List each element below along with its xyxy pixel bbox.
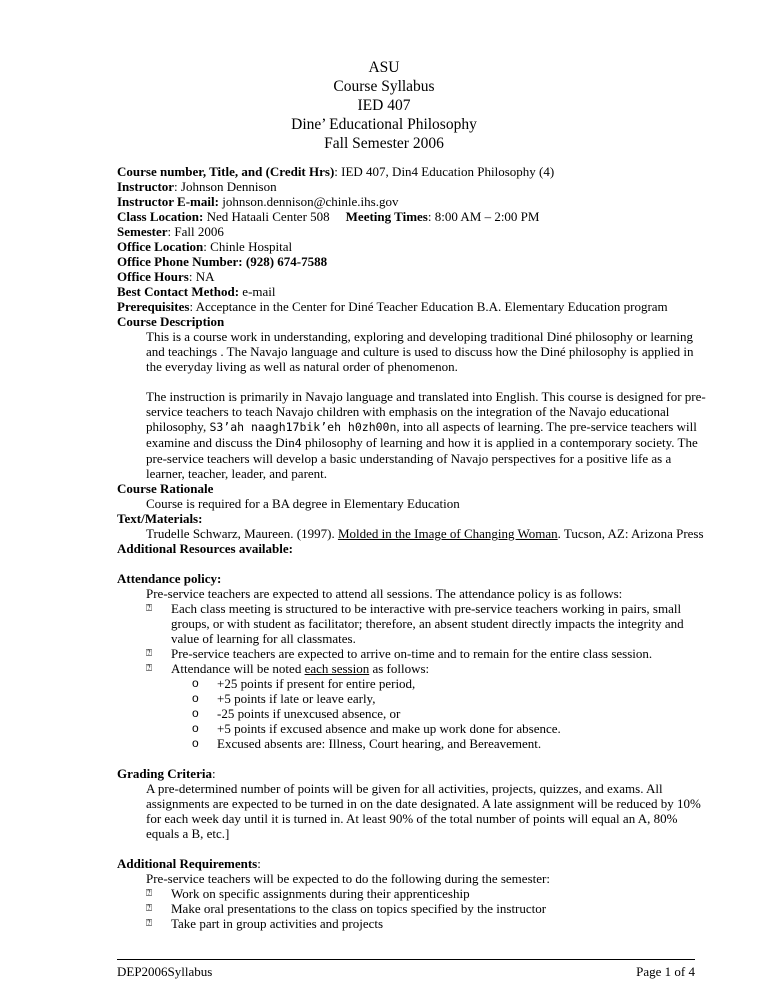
text-run: , into all aspects of learning. The pre-service teachers will [396,419,697,434]
requirements-intro: Pre-service teachers will be expected to do the following during the semester: [146,871,550,886]
heading-colon: : [257,856,261,871]
circle-bullet-icon: o [192,676,199,690]
dine-char: 4 [294,436,302,450]
contact-method-line [117,284,695,299]
description-p2-line: learner, teacher, leader, and parent. [146,466,328,481]
grading-criteria-text [117,781,701,841]
sub-list-item [117,676,695,691]
paragraph-line: A pre-determined number of points will be given for all activities, projects, quizzes, and exams. All [146,781,663,796]
page-number: Page 1 of 4 [636,964,695,979]
instructor-label: Instructor [117,179,175,194]
office-location-label: Office Location [117,239,204,254]
text-run: . Tucson, AZ: Arizona Press [557,526,704,541]
circle-bullet-icon: o [192,721,199,735]
sub-list-item-text: +5 points if late or leave early, [217,691,376,706]
attendance-policy-heading: Attendance policy: [117,571,222,586]
meeting-times-value: : 8:00 AM – 2:00 PM [427,209,540,224]
semester-line [117,224,695,239]
semester-label: Semester [117,224,168,239]
text-run: examine and discuss the Din [146,435,295,450]
office-hours-value: : NA [188,269,215,284]
meeting-times-label: Meeting Times [345,209,428,224]
sub-list-item-text: +25 points if present for entire period, [217,676,416,691]
semester-value: : Fall 2006 [167,224,224,239]
heading-text: Grading Criteria [117,766,212,781]
text-run: Trudelle Schwarz, Maureen. (1997). [146,526,338,541]
paragraph-line: equals a B, etc.] [146,826,230,841]
office-hours-label: Office Hours [117,269,189,284]
office-hours-line [117,269,695,284]
sub-list-item-text: +5 points if excused absence and make up work done for absence. [217,721,561,736]
location-value: Ned Hataali Center 508 [203,209,330,224]
list-item-text: value of learning for all classmates. [171,631,356,646]
description-p1-line: This is a course work in understanding, exploring and developing traditional Diné philosophy or learning [146,329,693,344]
sub-list-item-text: -25 points if unexcused absence, or [217,706,401,721]
heading-text: Additional Requirements [117,856,258,871]
course-info-value: : IED 407, Din4 Education Philosophy (4) [334,164,555,179]
heading-colon: : [211,766,216,781]
description-p2-line: service teachers to teach Navajo children with emphasis on the integration of the Navajo educational [146,404,670,419]
sub-list-item [117,691,695,706]
list-item [117,886,695,901]
course-description-text [117,329,706,481]
circle-bullet-icon: o [192,736,199,750]
list-item-text: Make oral presentations to the class on topics specified by the instructor [171,901,547,916]
prerequisites-value: : Acceptance in the Center for Diné Teacher Education B.A. Elementary Education program [189,299,668,314]
sub-list-item [117,721,695,736]
text-run: philosophy of learning and how it is applied in a contemporary society. The [301,435,698,450]
header-line-institution: ASU [368,59,400,76]
office-location-line [117,239,695,254]
list-item-text: Pre-service teachers are expected to arrive on-time and to remain for the entire class session. [171,646,653,661]
course-rationale-heading: Course Rationale [117,481,214,496]
instructor-line [117,179,695,194]
header-line-course-title: Dine’ Educational Philosophy [291,116,477,133]
checkbox-bullet-icon: ⍰ [146,603,152,614]
description-p2-line: The instruction is primarily in Navajo language and translated into English. This course is designed for pre- [146,389,706,404]
paragraph-line: assignments are expected to be turned in on the date designated. A late assignment will be reduced by 10% [146,796,701,811]
course-description-heading: Course Description [117,314,225,329]
text-run: as follows: [369,661,430,676]
checkbox-bullet-icon: ⍰ [146,888,152,899]
sub-list-item [117,706,695,721]
header-line-doc-type: Course Syllabus [333,78,435,95]
grading-criteria-heading [117,766,695,781]
location-label: Class Location: [117,209,204,224]
location-line [117,209,695,224]
email-label: Instructor E-mail: [117,194,219,209]
prerequisites-label: Prerequisites [117,299,190,314]
description-p2-line: pre-service teachers will develop a basic understanding of Navajo perspectives for a positive life as a [146,451,672,466]
document-header [0,58,768,153]
footer-filename: DEP2006Syllabus [117,964,213,979]
checkbox-bullet-icon: ⍰ [146,648,152,659]
list-item [117,646,695,661]
list-item-text [171,661,695,676]
instructor-value: : Johnson Dennison [174,179,277,194]
circle-bullet-icon: o [192,706,199,720]
course-info-line [117,164,695,179]
navajo-philosophy-term: S3’ah naagh17bik’eh h0zh00n [209,420,397,434]
list-item-text: Work on specific assignments during their apprenticeship [171,886,470,901]
sub-list-item-text: Excused absents are: Illness, Court hearing, and Bereavement. [217,736,542,751]
list-item [117,661,695,676]
list-item [117,916,695,931]
header-line-course-code: IED 407 [357,97,411,114]
footer-rule [117,959,695,960]
email-value[interactable]: johnson.dennison@chinle.ihs.gov [218,194,399,209]
description-p2-line [146,419,695,435]
paragraph-line: for each week day until it is turned in. At least 90% of the total number of points will equal an A, 80% [146,811,678,826]
list-item-text: Each class meeting is structured to be interactive with pre-service teachers working in pairs, small [171,601,682,616]
additional-resources-heading: Additional Resources available: [117,541,293,556]
checkbox-bullet-icon: ⍰ [146,663,152,674]
text-materials-citation [117,526,704,541]
contact-method-value: e-mail [239,284,276,299]
attendance-intro: Pre-service teachers are expected to attend all sessions. The attendance policy is as follows: [146,586,623,601]
description-p2-line [146,435,698,451]
sub-list-item [117,736,695,751]
list-item [117,901,695,916]
checkbox-bullet-icon: ⍰ [146,918,152,929]
underlined-text: each session [304,661,370,676]
text-run: philosophy, [146,419,210,434]
contact-method-label: Best Contact Method: [117,284,240,299]
syllabus-body [117,164,706,931]
description-p1-line: the everyday living as well as natural order of phenomenon. [146,359,458,374]
text-materials-heading: Text/Materials: [117,511,203,526]
list-item-text: groups, or with student as facilitator; therefore, an absent student directly impacts the integrity and [171,616,684,631]
additional-requirements-heading [117,856,695,871]
header-line-semester: Fall Semester 2006 [324,135,444,152]
text-run: Attendance will be noted [171,661,305,676]
checkbox-bullet-icon: ⍰ [146,903,152,914]
book-title: Molded in the Image of Changing Woman [337,526,558,541]
list-item [117,601,695,646]
course-info-label: Course number, Title, and (Credit Hrs) [117,164,335,179]
office-phone-line: Office Phone Number: (928) 674-7588 [117,254,328,269]
circle-bullet-icon: o [192,691,199,705]
email-line [117,194,695,209]
list-item-text: Take part in group activities and projects [171,916,384,931]
course-rationale-text: Course is required for a BA degree in Elementary Education [146,496,460,511]
office-location-value: : Chinle Hospital [203,239,293,254]
prerequisites-line [117,299,695,314]
description-p1-line: and teachings . The Navajo language and culture is used to discuss how the Diné philosophy is applied in [146,344,694,359]
